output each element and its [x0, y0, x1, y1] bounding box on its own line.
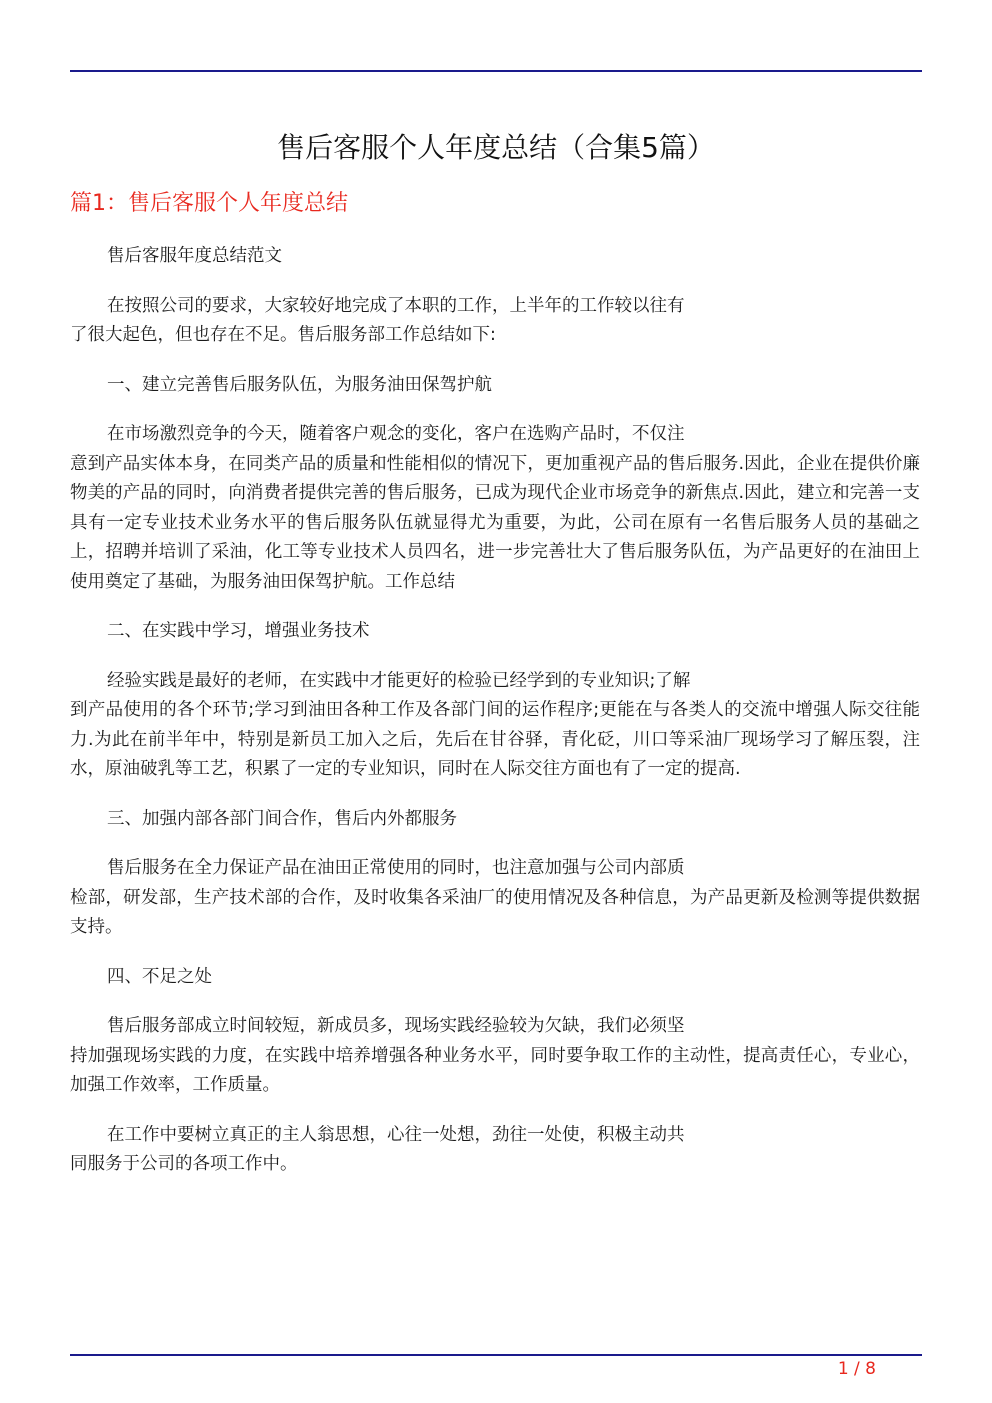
- paragraph-continuation: 了很大起色，但也存在不足。售后服务部工作总结如下:: [70, 325, 496, 345]
- paragraph-first-line: 一、建立完善售后服务队伍，为服务油田保驾护航: [107, 374, 492, 395]
- paragraph-continuation: 同服务于公司的各项工作中。: [70, 1154, 298, 1174]
- paragraph-first-line: 在市场激烈竞争的今天，随着客户观念的变化，客户在选购产品时，不仅注: [107, 424, 685, 444]
- paragraph-first-line: 在工作中要树立真正的主人翁思想，心往一处想，劲往一处使，积极主动共: [107, 1124, 685, 1145]
- paragraph: [70, 292, 920, 351]
- paragraph-first-line: 四、不足之处: [107, 966, 212, 987]
- paragraph-first-line: 二、在实践中学习，增强业务技术: [107, 621, 370, 641]
- paragraph-continuation: 检部，研发部，生产技术部的合作，及时收集各采油厂的使用情况及各种信息，为产品更新及检测等提供数据支持。: [70, 887, 920, 937]
- document-title: 售后客服个人年度总结（合集5篇）: [277, 131, 715, 164]
- paragraph: [70, 420, 920, 597]
- paragraph-continuation: 到产品使用的各个环节;学习到油田各种工作及各部门间的运作程序;更能在与各类人的交流中增强人际交往能力.为此在前半年中，特别是新员工加入之后，先后在甘谷驿，青化砭，川口等采油厂现场学习了解压裂，注水，原油破乳等工艺，积累了一定的专业知识，同时在人际交往方面也有了一定的提高.: [70, 700, 920, 779]
- page-number: 1 / 8: [837, 1359, 876, 1379]
- footer-rule: [70, 1354, 922, 1356]
- paragraph: [70, 1012, 920, 1101]
- paragraph: [70, 805, 920, 835]
- paragraph-continuation: 意到产品实体本身，在同类产品的质量和性能相似的情况下，更加重视产品的售后服务.因此，企业在提供价廉物美的产品的同时，向消费者提供完善的售后服务，已成为现代企业市场竞争的新焦点.因此，建立和完善一支具有一定专业技术业务水平的售后服务队伍就显得尤为重要，为此，公司在原有一名售后服务人员的基础之上，招聘并培训了采油，化工等专业技术人员四名，进一步完善壮大了售后服务队伍，为产品更好的在油田上使用奠定了基础，为服务油田保驾护航。工作总结: [70, 453, 920, 592]
- document-body: [70, 242, 920, 1200]
- paragraph-first-line: 售后服务在全力保证产品在油田正常使用的同时，也注意加强与公司内部质: [107, 858, 685, 878]
- paragraph: [70, 617, 920, 647]
- paragraph: [70, 371, 920, 401]
- paragraph: [70, 854, 920, 943]
- paragraph-first-line: 经验实践是最好的老师，在实践中才能更好的检验已经学到的专业知识;了解: [107, 670, 691, 691]
- paragraph-first-line: 售后客服年度总结范文: [107, 246, 282, 266]
- paragraph: [70, 1121, 920, 1180]
- section-heading: 篇1：售后客服个人年度总结: [70, 191, 348, 216]
- paragraph: [70, 242, 920, 272]
- paragraph: [70, 963, 920, 993]
- header-rule: [70, 70, 922, 72]
- paragraph-continuation: 持加强现场实践的力度，在实践中培养增强各种业务水平，同时要争取工作的主动性，提高责任心，专业心，加强工作效率，工作质量。: [70, 1045, 920, 1095]
- paragraph-first-line: 售后服务部成立时间较短，新成员多，现场实践经验较为欠缺，我们必须坚: [107, 1016, 685, 1036]
- paragraph-first-line: 在按照公司的要求，大家较好地完成了本职的工作，上半年的工作较以往有: [107, 295, 685, 316]
- paragraph-first-line: 三、加强内部各部门间合作，售后内外都服务: [107, 808, 457, 829]
- paragraph: [70, 667, 920, 785]
